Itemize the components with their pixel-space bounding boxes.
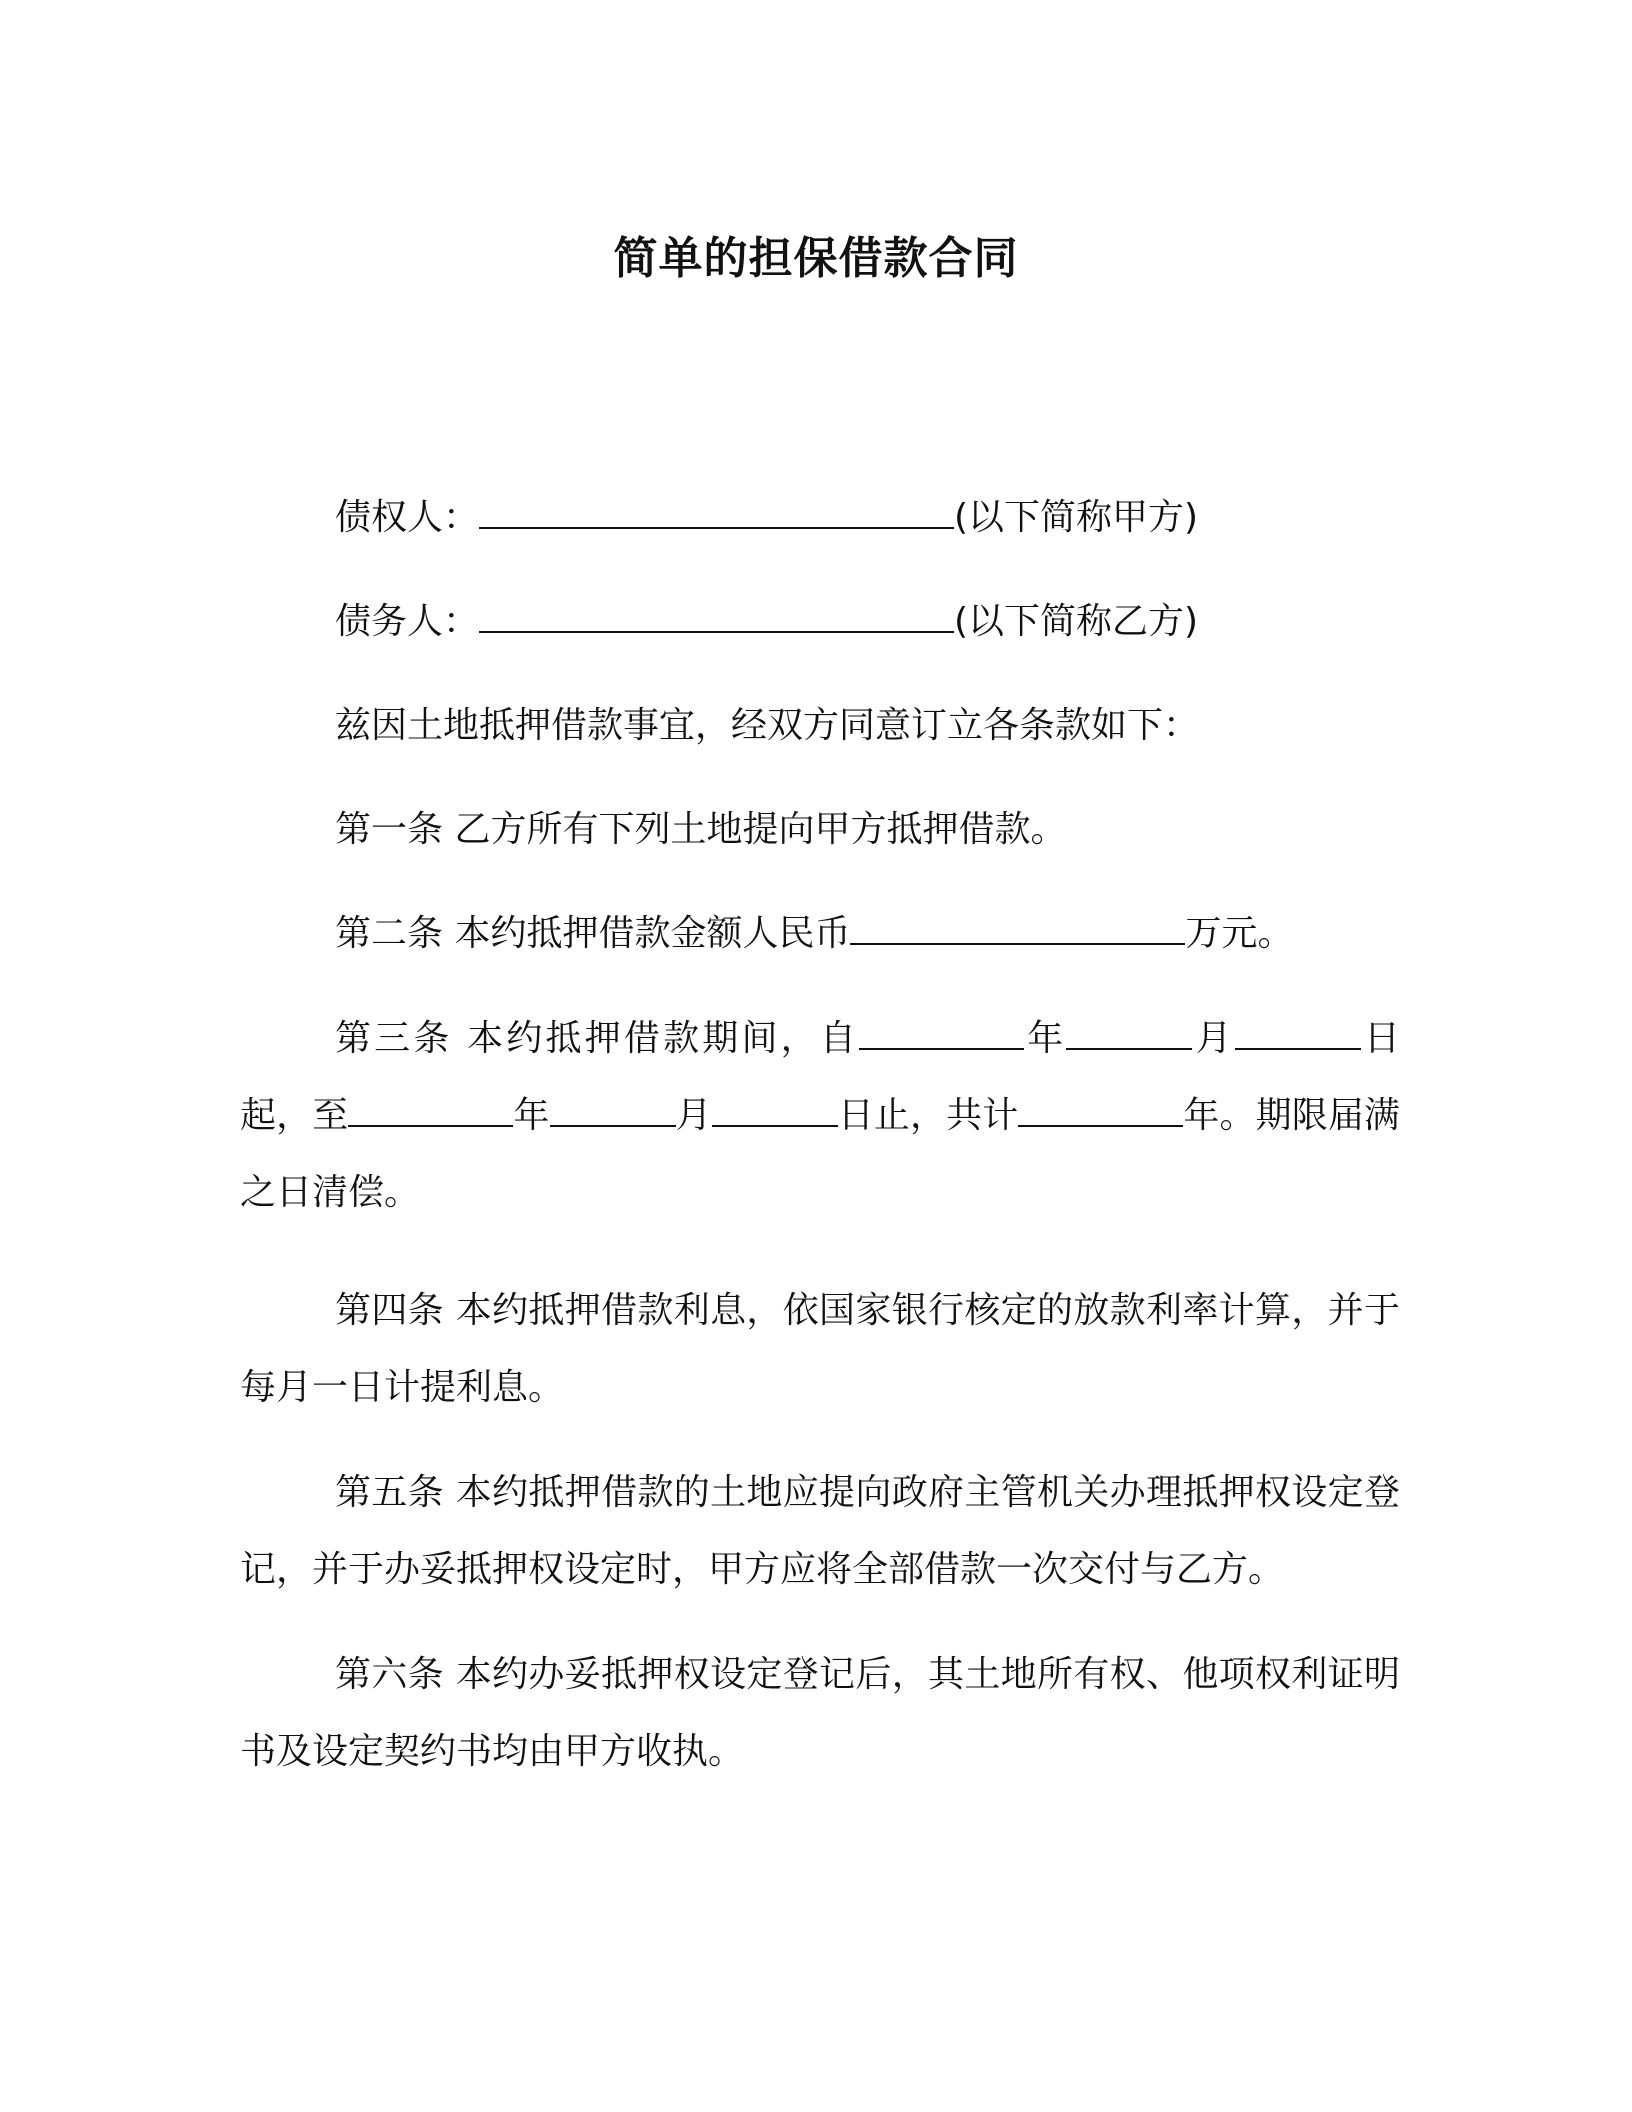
start-day-blank bbox=[1235, 1018, 1361, 1050]
end-year-blank bbox=[348, 1095, 513, 1127]
article-5: 第五条 本约抵押借款的土地应提向政府主管机关办理抵押权设定登记，并于办妥抵押权设定时，甲方应将全部借款一次交付与乙方。 bbox=[240, 1472, 1400, 1590]
end-month-blank bbox=[550, 1095, 676, 1127]
term-years-blank bbox=[1018, 1095, 1183, 1127]
article-2 bbox=[335, 908, 1495, 960]
creditor-label: 债权人： bbox=[335, 497, 480, 538]
start-month-label: 月 bbox=[1192, 1018, 1235, 1059]
intro-text: 兹因土地抵押借款事宜，经双方同意订立各条款如下： bbox=[335, 705, 1200, 746]
article-2-prefix: 第二条 本约抵押借款金额人民币 bbox=[335, 913, 851, 954]
article-1: 第一条 乙方所有下列土地提向甲方抵押借款。 bbox=[335, 809, 1067, 850]
start-month-blank bbox=[1066, 1018, 1192, 1050]
creditor-line bbox=[335, 492, 1495, 544]
end-day-label: 日止，共计 bbox=[837, 1095, 1019, 1136]
end-month-label: 月 bbox=[675, 1095, 712, 1136]
article-6: 第六条 本约办妥抵押权设定登记后，其土地所有权、他项权利证明书及设定契约书均由甲方收执。 bbox=[240, 1654, 1400, 1772]
end-day-blank bbox=[712, 1095, 838, 1127]
document-title: 简单的担保借款合同 bbox=[613, 233, 1019, 284]
article-3-tail: 年。期限届满之日清偿。 bbox=[240, 1095, 1400, 1213]
article-4: 第四条 本约抵押借款利息，依国家银行核定的放款利率计算，并于每月一日计提利息。 bbox=[240, 1290, 1400, 1408]
start-year-blank bbox=[859, 1018, 1024, 1050]
debtor-line bbox=[335, 596, 1495, 648]
debtor-label: 债务人： bbox=[335, 601, 480, 642]
creditor-note: (以下简称甲方) bbox=[954, 497, 1199, 538]
creditor-blank bbox=[479, 497, 954, 529]
start-day-label: 日起，至 bbox=[240, 1018, 1400, 1136]
article-3-intro: 第三条 本约抵押借款期间，自 bbox=[335, 1018, 860, 1059]
amount-blank bbox=[850, 913, 1185, 945]
article-2-suffix: 万元。 bbox=[1185, 913, 1294, 954]
article-3 bbox=[240, 1000, 1400, 1231]
end-year-label: 年 bbox=[513, 1095, 550, 1136]
debtor-blank bbox=[479, 601, 954, 633]
debtor-note: (以下简称乙方) bbox=[954, 601, 1199, 642]
start-year-label: 年 bbox=[1024, 1018, 1067, 1059]
